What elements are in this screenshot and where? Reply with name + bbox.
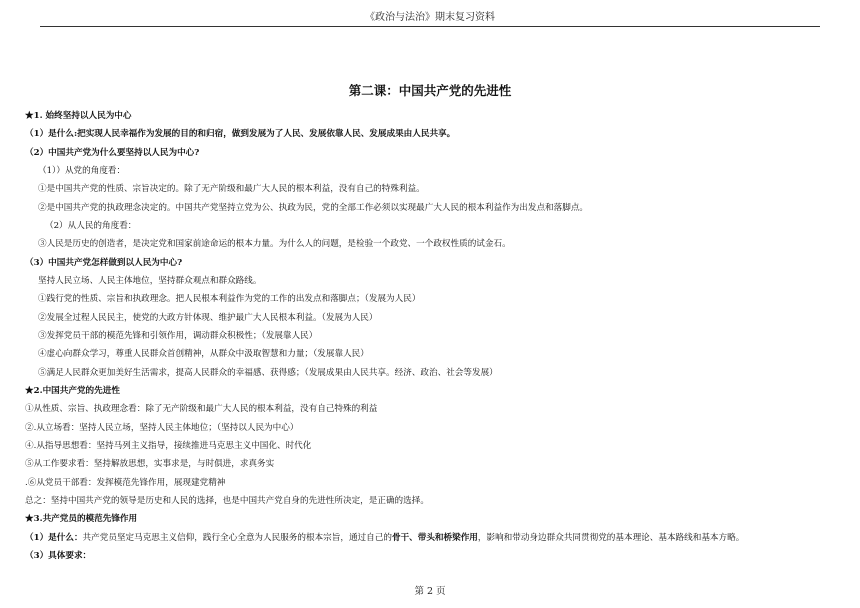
s2-item-5: .⑥从党员干部看：发挥模范先锋作用，展现建党精神 — [25, 478, 226, 488]
s1-q3-4: ④虚心向群众学习，尊重人民群众首创精神，从群众中汲取智慧和力量；（发展靠人民） — [38, 349, 369, 359]
page-header: 《政治与法治》期末复习资料 — [40, 8, 820, 27]
s1-q3-0: 坚持人民立场、人民主体地位，坚持群众观点和群众路线。 — [38, 276, 262, 286]
section-1-heading: ★1. 始终坚持以人民为中心 — [25, 111, 132, 121]
s2-item-2: ②.从立场看：坚持人民立场，坚持人民主体地位；（坚持以人民为中心） — [25, 423, 299, 433]
s1-q3-5: ⑤满足人民群众更加美好生活需求，提高人民群众的幸福感、获得感；（发展成果由人民共享。经济、政治、社会等发展） — [38, 368, 498, 378]
s1-q3: （3）中国共产党怎样做到以人民为中心? — [25, 258, 183, 268]
s3-q1 — [25, 533, 744, 544]
s1-q2: （2）中国共产党为什么要坚持以人民为中心? — [25, 148, 200, 158]
s3-q2: （3）具体要求： — [25, 551, 92, 561]
s1-q3-3: ③发挥党员干部的模范先锋和引领作用，调动群众积极性；（发展靠人民） — [38, 331, 318, 341]
s1-q1: （1）是什么:把实现人民幸福作为发展的目的和归宿，做到发展为了人民、发展依靠人民、发展成果由人民共享。 — [25, 129, 456, 139]
section-3-heading: ★3.共产党员的模范先锋作用 — [25, 514, 138, 524]
s3-q1-label: （1）是什么： — [25, 533, 83, 543]
s2-item-4: ⑤从工作要求看：坚持解放思想，实事求是，与时俱进，求真务实 — [25, 459, 275, 469]
s2-summary: 总之：坚持中国共产党的领导是历史和人民的选择，也是中国共产党自身的先进性所决定，是正确的选择。 — [25, 496, 429, 506]
s1-q3-1: ①践行党的性质、宗旨和执政理念。把人民根本利益作为党的工作的出发点和落脚点；（发展为人民） — [38, 294, 421, 304]
s1-q2-a1: ①是中国共产党的性质、宗旨决定的。除了无产阶级和最广大人民的根本利益，没有自己的特殊利益。 — [38, 184, 425, 194]
s1-q2-b1: ③人民是历史的创造者，是决定党和国家前途命运的根本力量。为什么人的问题，是检验一个政党、一个政权性质的试金石。 — [38, 239, 511, 249]
s1-q2-b: （2）从人民的角度看： — [45, 221, 137, 231]
s2-item-3: ④.从指导思想看：坚持马列主义指导，接续推进马克思主义中国化、时代化 — [25, 441, 312, 451]
s3-q1-text-2: ，影响和带动身边群众共同贯彻党的基本理论、基本路线和基本方略。 — [477, 533, 745, 543]
s1-q2-a2: ②是中国共产党的执政理念决定的。中国共产党坚持立党为公、执政为民，党的全部工作必须以实现最广大人民的根本利益作为出发点和落脚点。 — [38, 203, 589, 213]
s1-q3-2: ②发展全过程人民民主，使党的大政方针体现、维护最广大人民根本利益。（发展为人民） — [38, 313, 378, 323]
section-2-heading: ★2.中国共产党的先进性 — [25, 386, 120, 396]
page-number: 第 2 页 — [414, 586, 446, 597]
s3-q1-text-1: 共产党员坚定马克思主义信仰，践行全心全意为人民服务的根本宗旨，通过自己的 — [82, 533, 392, 543]
s1-q2-a: （1））从党的角度看： — [38, 166, 126, 176]
page-title: 第二课：中国共产党的先进性 — [348, 83, 512, 98]
s2-item-1: ①从性质、宗旨、执政理念看：除了无产阶级和最广大人民的根本利益，没有自己特殊的利益 — [25, 404, 378, 414]
s3-q1-bold: 骨干、带头和桥梁作用 — [391, 533, 478, 543]
